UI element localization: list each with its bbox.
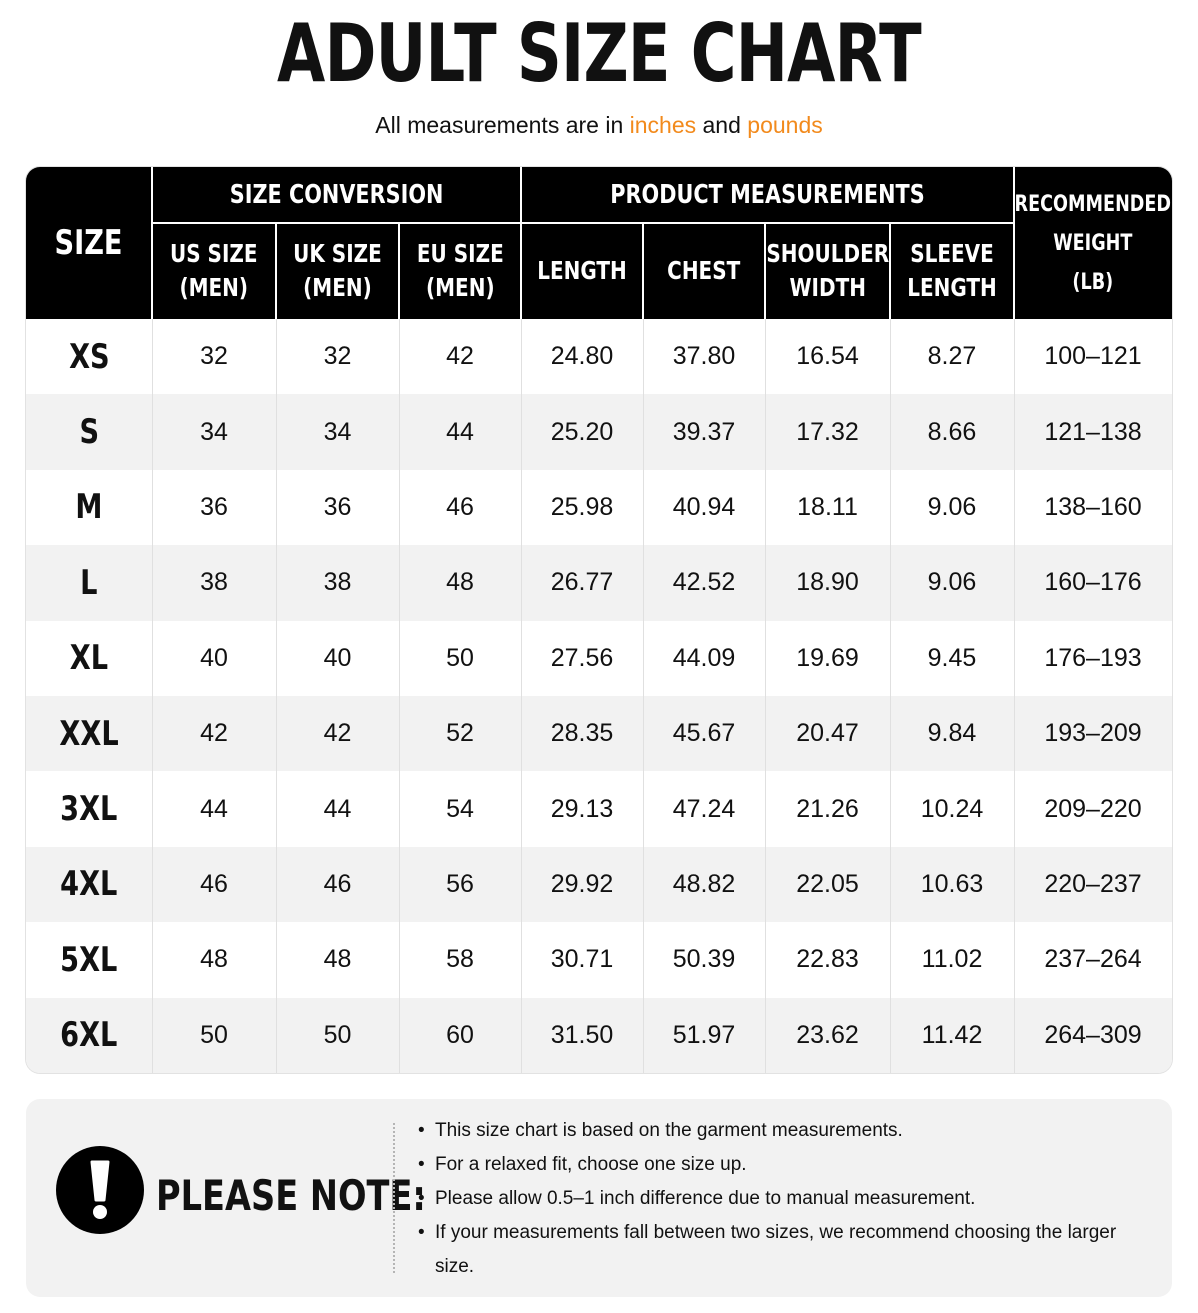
table-cell [765,696,890,771]
table-cell [521,470,643,545]
column-divider [765,319,766,1073]
table-cell-text: 160–176 [1044,568,1142,597]
table-cell [276,621,399,696]
table-cell-text: 40 [323,643,352,672]
header-size-conversion [152,167,521,223]
table-cell [643,847,765,922]
table-cell-text: 27.56 [550,643,614,672]
header-divider [152,222,1014,224]
table-cell [765,470,890,545]
column-divider [276,319,277,1073]
header-length [521,223,643,319]
page-subtitle [0,110,1198,140]
table-cell-text: 28.35 [550,719,614,748]
table-cell [152,545,276,620]
table-cell-text: 52 [446,719,474,748]
size-label-text: XL [69,638,109,679]
table-cell [890,470,1014,545]
size-label-text: 5XL [60,939,118,980]
table-cell-text: 9.45 [927,643,977,672]
note-list [418,1114,1158,1284]
column-divider [521,319,522,1073]
exclamation-icon [56,1146,144,1234]
size-label [26,847,152,922]
table-cell [1014,922,1172,997]
note-item: • For a relaxed fit, choose one size up. [418,1148,1158,1182]
table-row [26,621,1172,696]
header-recommended-weight-line: (LB) [1072,269,1114,295]
table-cell-text: 50 [200,1020,228,1049]
table-cell [643,545,765,620]
table-cell [152,319,276,394]
header-eu-size-line: EU SIZE [416,239,504,268]
header-uk-size-text [293,237,382,305]
header-us-size-line: (MEN) [179,273,249,302]
table-cell [643,922,765,997]
header-uk-size-line: (MEN) [303,273,372,302]
table-cell [765,771,890,846]
table-cell-text: 100–121 [1044,342,1142,371]
table-cell-text: 54 [446,794,474,823]
column-divider [399,319,400,1073]
table-cell [890,696,1014,771]
table-cell [643,470,765,545]
table-cell-text: 176–193 [1044,643,1142,672]
table-row [26,998,1172,1073]
table-cell-text: 11.02 [921,945,983,974]
table-cell [152,394,276,469]
table-cell [643,621,765,696]
table-cell-text: 18.11 [797,492,858,521]
header-divider [889,223,891,319]
table-cell-text: 36 [200,492,228,521]
header-eu-size [399,223,521,319]
table-cell [643,319,765,394]
table-cell [152,621,276,696]
header-sleeve-length-line: SLEEVE [910,239,994,268]
table-cell [399,621,521,696]
table-cell [1014,621,1172,696]
header-divider [520,167,522,319]
header-size [26,167,152,319]
header-product-measurements-line: PRODUCT MEASUREMENTS [610,180,925,210]
note-box [26,1099,1172,1297]
header-chest [643,223,765,319]
table-row [26,394,1172,469]
table-cell [399,847,521,922]
note-divider [393,1123,395,1273]
table-cell-text: 32 [323,342,352,371]
table-row [26,545,1172,620]
subtitle-unit-inches: inches [629,112,697,138]
table-cell-text: 48.82 [672,869,736,898]
table-cell-text: 50 [446,643,474,672]
table-cell-text: 32 [200,342,228,371]
header-recommended-weight-line: RECOMMENDED [1014,191,1172,217]
header-divider [151,167,153,319]
table-cell [643,771,765,846]
table-cell-text: 22.05 [796,869,859,898]
table-cell-text: 42.52 [672,568,736,597]
table-cell [890,847,1014,922]
column-divider [890,319,891,1073]
size-label-text: 4XL [60,864,118,905]
size-label [26,922,152,997]
table-cell [643,998,765,1073]
table-cell-text: 44 [323,794,352,823]
table-row [26,922,1172,997]
table-cell-text: 37.80 [672,342,736,371]
note-item: • Please allow 0.5–1 inch difference due to manual measurement. [418,1182,1158,1216]
table-cell [521,696,643,771]
table-cell-text: 42 [446,342,474,371]
table-cell-text: 34 [323,417,352,446]
size-label [26,319,152,394]
header-uk-size-line: UK SIZE [293,239,382,268]
table-cell [152,470,276,545]
table-cell [152,922,276,997]
table-cell [1014,394,1172,469]
table-cell-text: 121–138 [1044,417,1142,446]
table-cell-text: 29.13 [550,794,614,823]
table-cell [276,319,399,394]
header-length-line: LENGTH [537,256,627,285]
header-product-measurements [521,167,1014,223]
table-cell [1014,319,1172,394]
header-shoulder-width-line: SHOULDER [766,239,889,268]
header-sleeve-length [890,223,1014,319]
subtitle-middle: and [696,112,748,138]
table-cell [890,545,1014,620]
size-label [26,394,152,469]
table-cell-text: 48 [200,945,228,974]
header-eu-size-line: (MEN) [425,273,495,302]
table-cell-text: 26.77 [550,568,614,597]
table-cell-text: 58 [446,945,474,974]
table-cell-text: 51.97 [672,1020,736,1049]
table-cell [399,470,521,545]
size-label [26,696,152,771]
header-product-measurements-text [610,180,924,210]
table-cell-text: 44.09 [672,643,736,672]
table-cell [521,394,643,469]
table-cell-text: 9.84 [927,719,977,748]
size-label-text: 3XL [60,789,118,830]
table-cell-text: 264–309 [1044,1020,1142,1049]
table-cell [643,394,765,469]
table-cell [521,545,643,620]
table-cell-text: 10.24 [920,794,984,823]
table-cell [765,394,890,469]
table-cell [521,847,643,922]
table-cell-text: 48 [323,945,352,974]
table-cell [890,621,1014,696]
table-cell-text: 17.32 [796,417,859,446]
table-cell [276,394,399,469]
column-divider [152,319,153,1073]
subtitle-prefix: All measurements are in [375,112,630,138]
table-cell-text: 44 [446,417,474,446]
table-cell [521,922,643,997]
table-cell-text: 19.69 [796,643,859,672]
header-recommended-weight [1014,167,1172,319]
table-cell [276,998,399,1073]
table-cell-text: 38 [200,568,228,597]
table-cell-text: 9.06 [927,568,977,597]
table-cell [521,998,643,1073]
table-cell [152,847,276,922]
table-cell-text: 46 [200,869,228,898]
header-length-text [537,254,627,288]
table-cell-text: 23.62 [796,1020,859,1049]
table-cell [276,847,399,922]
table-header [26,167,1172,319]
table-cell [1014,847,1172,922]
table-cell [643,696,765,771]
table-cell [152,771,276,846]
table-cell-text: 48 [446,568,474,597]
header-chest-text [667,254,740,288]
header-shoulder-width-line: WIDTH [789,273,866,302]
header-eu-size-text [417,237,504,305]
column-divider [1014,319,1015,1073]
table-cell [1014,545,1172,620]
table-cell-text: 10.63 [920,869,984,898]
size-label [26,998,152,1073]
header-size-text [55,223,123,263]
table-cell [521,771,643,846]
table-row [26,696,1172,771]
header-divider [764,223,766,319]
table-cell-text: 47.24 [672,794,736,823]
subtitle-unit-pounds: pounds [747,112,823,138]
note-item: • If your measurements fall between two sizes, we recommend choosing the larger size. [418,1216,1158,1284]
header-size-line: SIZE [54,223,124,263]
table-cell [521,319,643,394]
table-cell-text: 50 [323,1020,352,1049]
size-table [26,167,1172,1073]
header-uk-size [276,223,399,319]
table-cell [890,319,1014,394]
column-divider [643,319,644,1073]
table-cell-text: 8.66 [927,417,977,446]
table-cell-text: 42 [200,719,228,748]
table-cell-text: 30.71 [550,945,614,974]
table-cell [890,922,1014,997]
header-us-size-text [170,237,258,305]
table-cell-text: 45.67 [672,719,736,748]
table-cell-text: 16.54 [796,342,859,371]
table-cell-text: 50.39 [672,945,736,974]
table-cell-text: 11.42 [921,1020,983,1049]
table-row [26,771,1172,846]
table-cell-text: 220–237 [1044,869,1142,898]
size-label-text: M [75,487,103,528]
table-cell [1014,696,1172,771]
table-cell-text: 34 [200,417,228,446]
header-sleeve-length-text [907,237,997,305]
table-cell [890,998,1014,1073]
table-cell-text: 21.26 [796,794,859,823]
header-divider [1013,167,1015,319]
header-sleeve-length-line: LENGTH [907,273,997,302]
size-label-text: 6XL [60,1015,118,1056]
table-cell [399,394,521,469]
table-cell-text: 46 [323,869,352,898]
page-title: ADULT SIZE CHART [277,7,921,100]
table-cell [276,470,399,545]
header-divider [398,223,400,319]
table-cell-text: 8.27 [927,342,977,371]
table-cell [399,922,521,997]
size-label [26,771,152,846]
table-cell [890,394,1014,469]
table-cell [152,696,276,771]
table-cell [765,545,890,620]
table-cell-text: 22.83 [796,945,859,974]
table-cell-text: 42 [323,719,352,748]
table-cell-text: 38 [323,568,352,597]
table-cell-text: 138–160 [1044,492,1142,521]
table-cell-text: 209–220 [1044,794,1142,823]
table-cell [765,922,890,997]
header-size-conversion-line: SIZE CONVERSION [229,180,444,210]
header-shoulder-width-text [766,237,889,305]
note-item: • This size chart is based on the garment measurements. [418,1114,1158,1148]
table-cell-text: 193–209 [1044,719,1142,748]
table-cell [890,771,1014,846]
table-cell-text: 44 [200,794,228,823]
table-row [26,470,1172,545]
table-cell-text: 29.92 [550,869,614,898]
table-cell-text: 40.94 [672,492,736,521]
table-cell-text: 9.06 [927,492,977,521]
table-cell [765,847,890,922]
header-size-conversion-text [230,180,444,210]
note-title: PLEASE NOTE: [156,1171,426,1220]
table-cell-text: 25.98 [550,492,614,521]
size-label [26,545,152,620]
table-cell-text: 39.37 [672,417,736,446]
table-cell [399,545,521,620]
table-row [26,319,1172,394]
table-cell-text: 36 [323,492,352,521]
table-cell [276,922,399,997]
table-cell [276,696,399,771]
size-label-text: S [79,412,99,453]
table-cell-text: 40 [200,643,228,672]
size-label [26,621,152,696]
table-cell [152,998,276,1073]
table-cell [765,621,890,696]
table-cell-text: 46 [446,492,474,521]
table-cell [399,319,521,394]
table-cell-text: 60 [446,1020,474,1049]
header-us-size [152,223,276,319]
table-cell-text: 25.20 [550,417,614,446]
header-recommended-weight-text [1015,185,1171,302]
table-cell-text: 237–264 [1044,945,1142,974]
table-cell [1014,771,1172,846]
exclamation-glyph [85,1158,115,1222]
table-cell [399,998,521,1073]
size-label-text: XXL [59,713,119,754]
table-cell [276,545,399,620]
header-divider [642,223,644,319]
table-cell [1014,998,1172,1073]
table-cell [765,998,890,1073]
header-shoulder-width [765,223,890,319]
table-cell [765,319,890,394]
size-label-text: XS [68,336,110,377]
table-cell [1014,470,1172,545]
header-recommended-weight-line: WEIGHT [1053,230,1133,256]
table-cell-text: 20.47 [796,719,859,748]
table-cell [521,621,643,696]
size-label-text: L [80,562,98,603]
table-cell [276,771,399,846]
size-label [26,470,152,545]
table-cell [399,696,521,771]
table-cell-text: 24.80 [550,342,614,371]
table-cell-text: 18.90 [796,568,859,597]
header-divider [275,223,277,319]
table-row [26,847,1172,922]
table-cell [399,771,521,846]
table-cell-text: 56 [446,869,474,898]
header-chest-line: CHEST [667,256,741,285]
table-cell-text: 31.50 [550,1020,614,1049]
header-us-size-line: US SIZE [170,239,258,268]
